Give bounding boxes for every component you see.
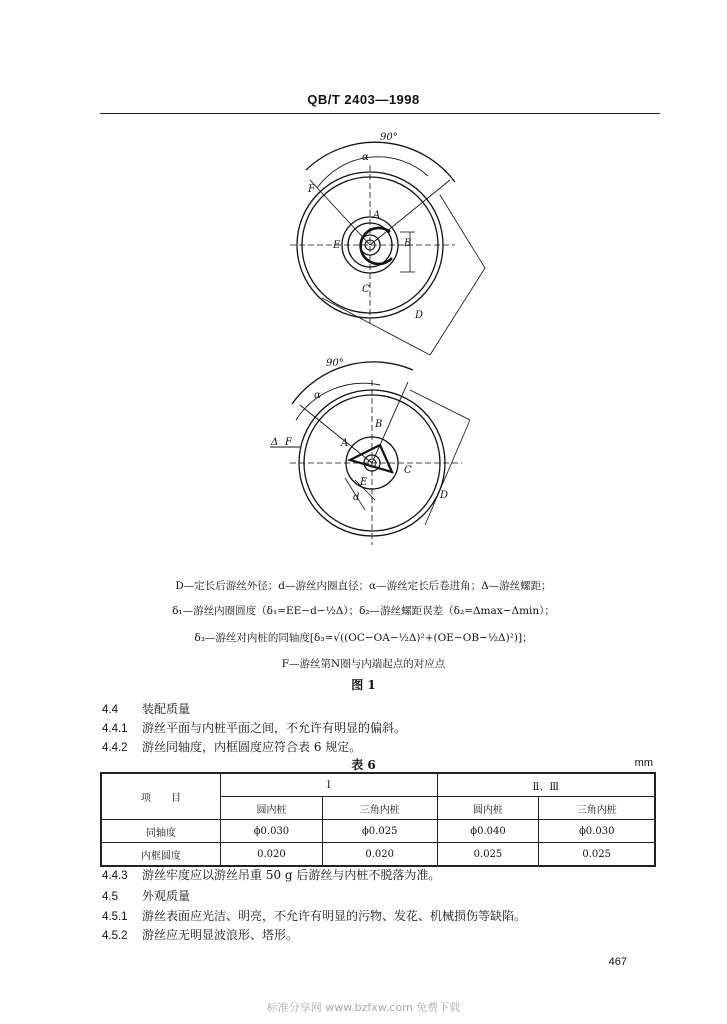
spec-table xyxy=(100,772,656,867)
subheader: 三角内桩 xyxy=(322,797,437,820)
subheader: 圆内桩 xyxy=(221,797,323,820)
section-text: 游丝表面应光洁、明亮，不允许有明显的污物、发花、机械损伤等缺陷。 xyxy=(142,909,527,923)
label-alpha-bottom: α xyxy=(314,390,321,401)
label-A-top: A xyxy=(373,210,381,221)
header-group-2: Ⅱ、Ⅲ xyxy=(437,773,655,797)
page-header: QB/T 2403—1998 xyxy=(307,92,420,107)
table-cell: 0.020 xyxy=(322,843,437,867)
label-C-top: C xyxy=(362,284,370,295)
label-d-bottom: d xyxy=(353,492,360,503)
section-number: 4.5.1 xyxy=(102,911,128,923)
row-label: 内框圆度 xyxy=(101,843,221,867)
section-number: 4.4.1 xyxy=(102,723,128,735)
table-row xyxy=(101,843,655,867)
label-F-bottom: F xyxy=(285,437,292,448)
subheader: 三角内桩 xyxy=(539,797,655,820)
table-cell: ϕ0.030 xyxy=(539,820,655,843)
label-90-top: 90° xyxy=(380,132,398,143)
table-cell: 0.025 xyxy=(437,843,539,867)
caption-line-1: D—定长后游丝外径；d—游丝内圈直径；α—游丝定长后卷进角；Δ—游丝螺距； xyxy=(175,580,552,592)
table-row xyxy=(101,820,655,843)
header-group-1: I xyxy=(221,773,438,797)
section-text: 游丝平面与内桩平面之间，不允许有明显的偏斜。 xyxy=(142,721,407,735)
section-4-5-2 xyxy=(102,926,298,943)
watermark: 标准分享网 www.bzfxw.com 免费下载 xyxy=(266,1001,461,1014)
table-cell: ϕ0.040 xyxy=(437,820,539,843)
caption-line-4: F—游丝第N圈与内端起点的对应点 xyxy=(281,658,446,670)
caption-line-2: δ₁—游丝内圈圆度（δ₁=EE−d−½Δ）；δ₂—游丝螺距误差（δ₂=Δmax−Δmin）； xyxy=(172,605,555,617)
section-number: 4.5.2 xyxy=(102,930,128,942)
table-cell: ϕ0.025 xyxy=(322,820,437,843)
label-D-bottom: D xyxy=(440,490,449,501)
page-number: 467 xyxy=(608,956,627,968)
figure-title: 图 1 xyxy=(351,678,376,692)
label-90-bottom: 90° xyxy=(326,358,344,369)
section-text: 游丝应无明显波浪形、塔形。 xyxy=(142,928,299,942)
section-4-4 xyxy=(102,700,190,717)
section-text: 外观质量 xyxy=(142,889,191,903)
section-4-4-2 xyxy=(102,738,361,755)
table-cell: 0.025 xyxy=(539,843,655,867)
section-4-4-1 xyxy=(102,719,406,736)
section-number: 4.4.3 xyxy=(102,870,128,882)
section-4-5-1 xyxy=(102,907,526,924)
table-cell: 0.020 xyxy=(221,843,323,867)
subheader: 圆内桩 xyxy=(437,797,539,820)
table-unit: mm xyxy=(634,757,653,769)
section-number: 4.4.2 xyxy=(102,742,128,754)
label-C-bottom: C xyxy=(404,465,412,476)
row-label: 同轴度 xyxy=(101,820,221,843)
caption-line-3: δ₃—游丝对内桩的同轴度[δ₃=√((OC−OA−½Δ)²+(OE−OB−½Δ)²)]； xyxy=(194,632,533,644)
section-text: 游丝牢度应以游丝吊重 50 g 后游丝与内桩不脱落为准。 xyxy=(142,868,441,882)
section-text: 装配质量 xyxy=(142,702,191,716)
table-cell: ϕ0.030 xyxy=(221,820,323,843)
section-number: 4.5 xyxy=(102,891,118,903)
label-B-top: B xyxy=(404,238,412,249)
section-4-4-3 xyxy=(102,866,440,883)
section-text: 游丝同轴度，内框圆度应符合表 6 规定。 xyxy=(142,740,362,754)
label-delta-bottom: Δ xyxy=(271,437,279,448)
header-project: 项 目 xyxy=(101,773,221,820)
label-alpha-top: α xyxy=(362,152,369,163)
label-A-bottom: A xyxy=(341,438,349,449)
label-E-top: E xyxy=(333,240,341,251)
table-title: 表 6 xyxy=(351,758,376,772)
label-E-bottom: E xyxy=(360,477,368,488)
section-4-5 xyxy=(102,887,190,904)
section-number: 4.4 xyxy=(102,704,118,716)
label-D-top: D xyxy=(415,310,424,321)
label-B-bottom: B xyxy=(375,419,383,430)
label-F-top: F xyxy=(308,184,315,195)
